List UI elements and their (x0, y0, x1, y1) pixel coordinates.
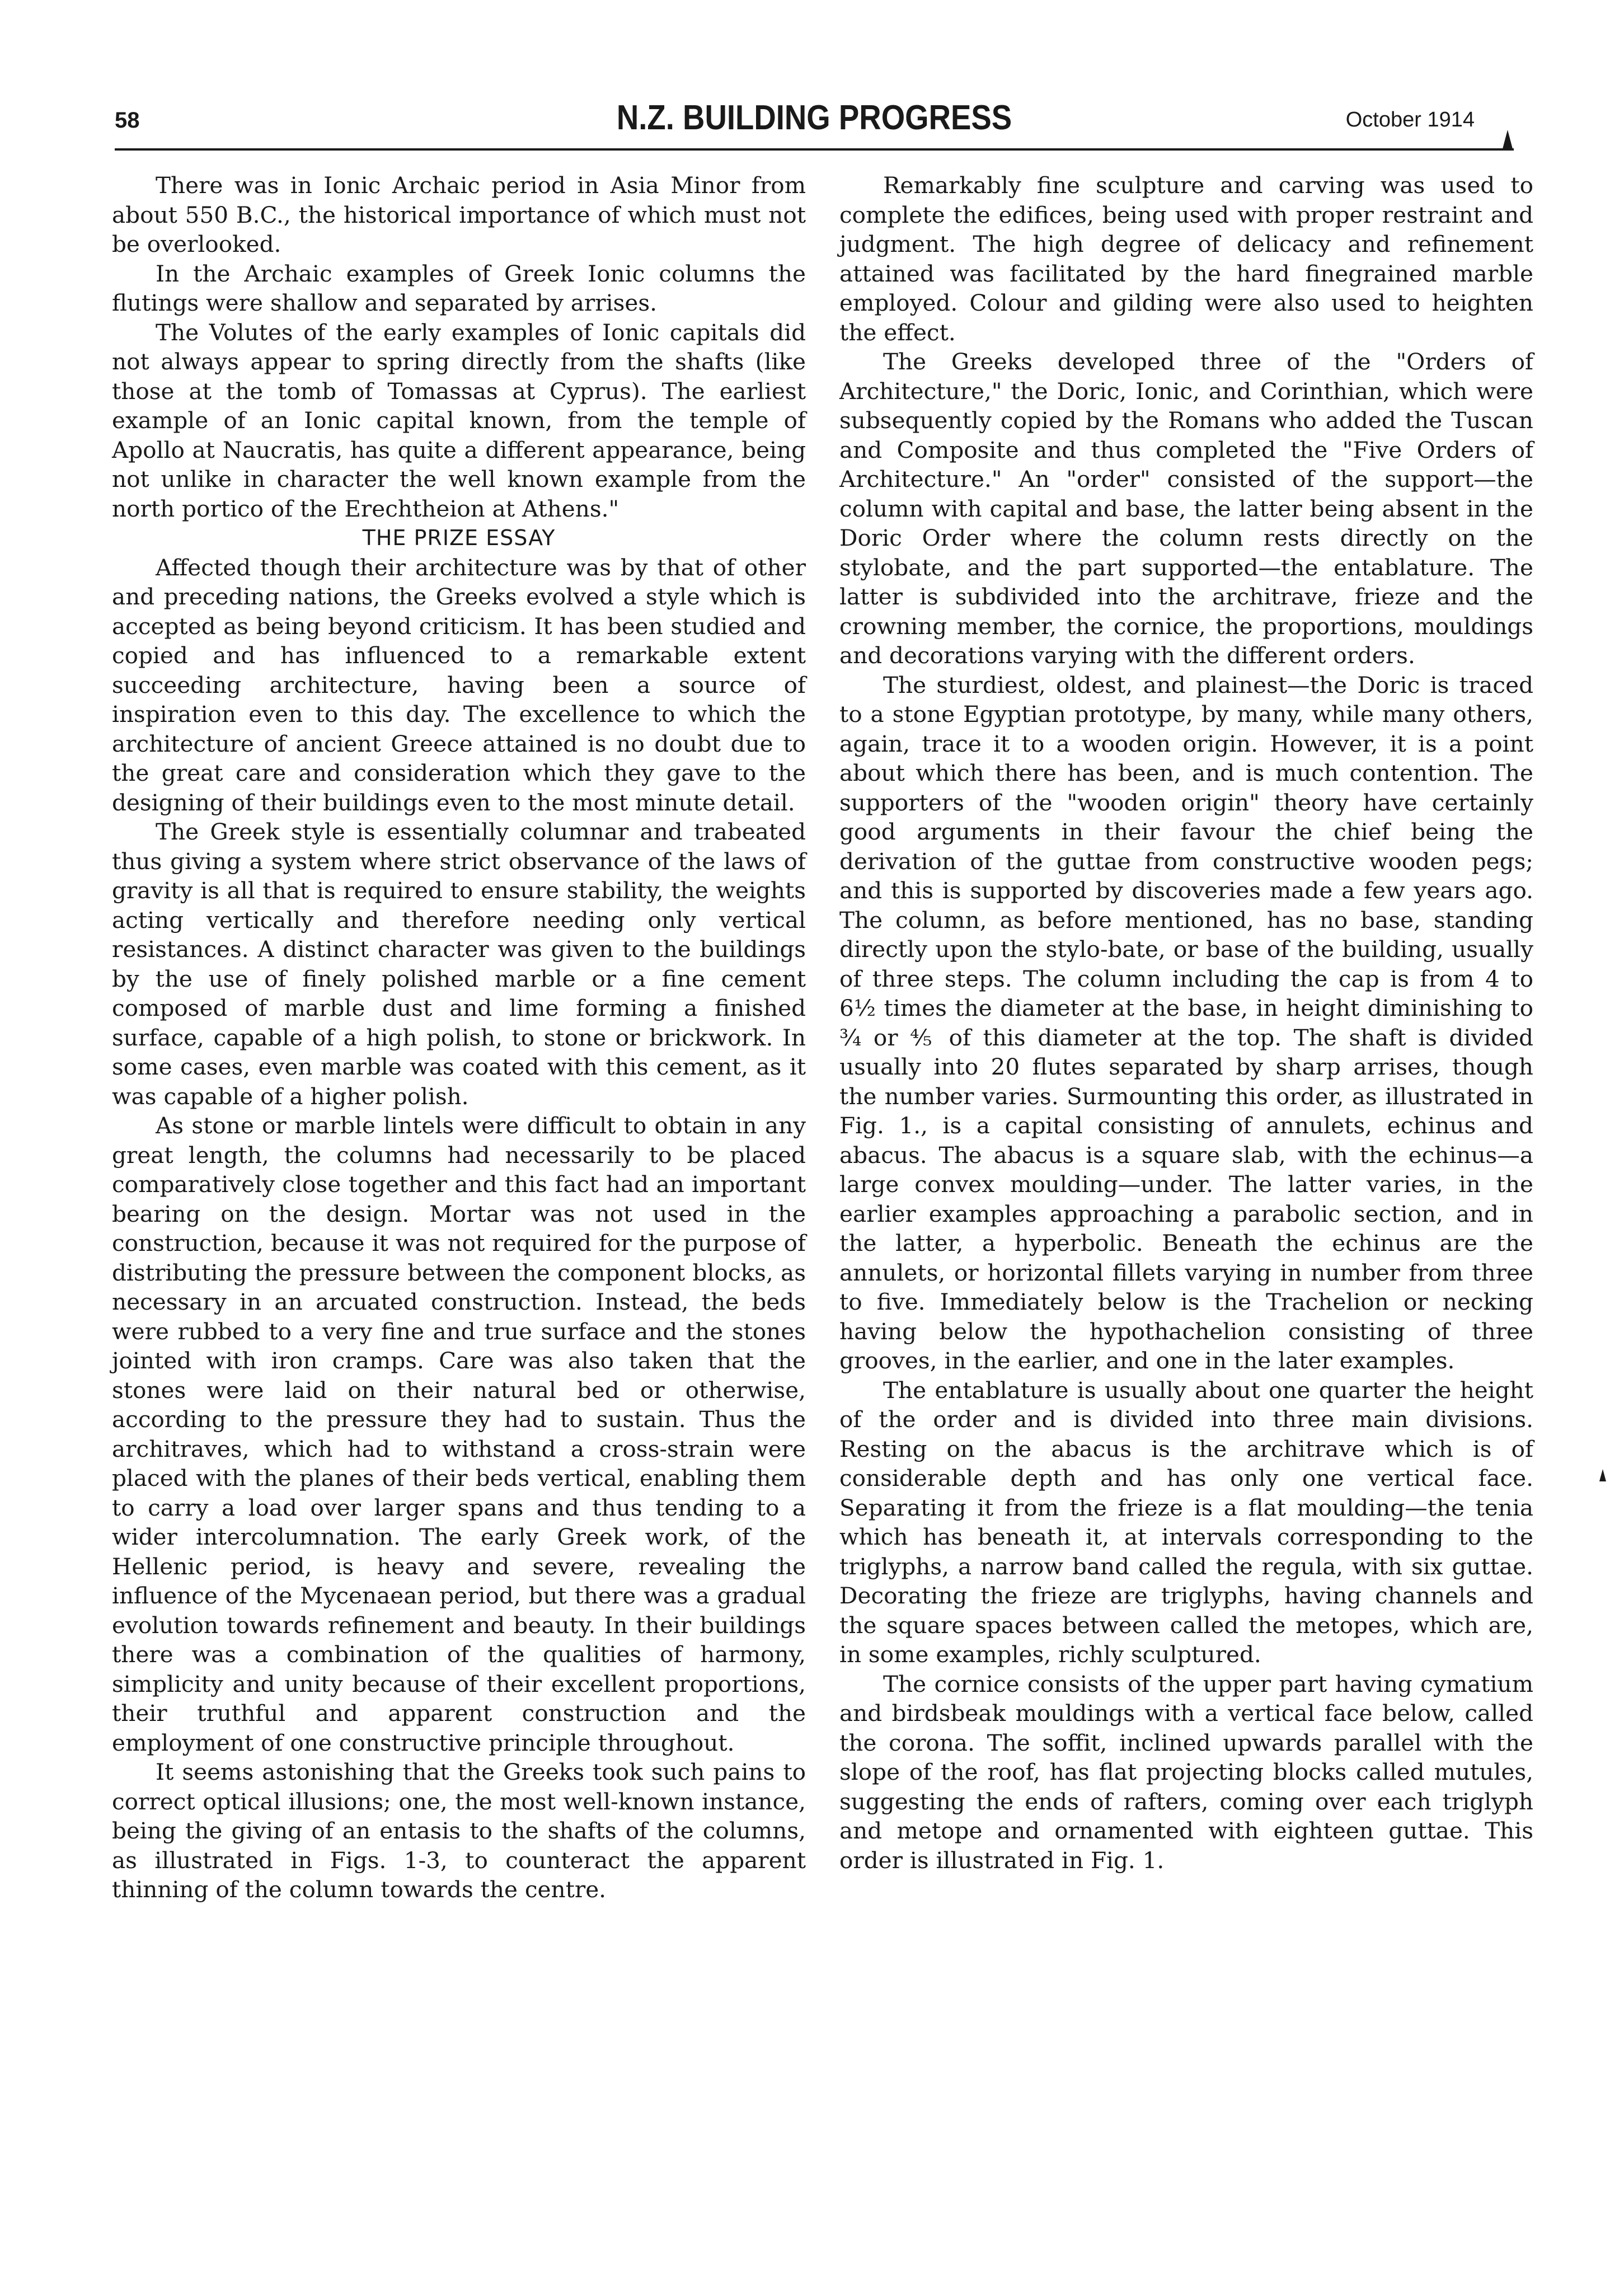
paragraph: It seems astonishing that the Greeks took such pains to correct optical illusions; one, the most well-known instance, being the giving of an entasis to the shafts of the columns, as illustrated in Figs. 1-3, to counteract the apparent thinning of the column towards the centre. (112, 1758, 806, 1903)
left-column (112, 171, 806, 1905)
page-header (115, 98, 1514, 151)
section-heading: THE PRIZE ESSAY (362, 526, 556, 550)
journal-title: N.Z. BUILDING PROGRESS (616, 98, 1012, 137)
issue-date: October 1914 (1345, 108, 1475, 132)
paragraph: Remarkably fine sculpture and carving was used to complete the edifices, being used with proper restraint and judgment. The high degree of delicacy and refinement attained was facilitated by the hard finegrained marble employed. Colour and gilding were also used to heighten the effect. (839, 172, 1533, 346)
margin-mark (1503, 130, 1513, 149)
paragraph: The Greek style is essentially columnar and trabeated thus giving a system where strict observance of the laws of gravity is all that is required to ensure stability, the weights acting vertically and therefore needing only vertical resistances. A distinct character was given to the buildings by the use of finely polished marble or a fine cement composed of marble dust and lime forming a finished surface, capable of a high polish, to stone or brickwork. In some cases, even marble was coated with this cement, as it was capable of a higher polish. (112, 818, 806, 1110)
paragraph: There was in Ionic Archaic period in Asia Minor from about 550 B.C., the historical importance of which must not be overlooked. (112, 172, 806, 257)
paragraph: The cornice consists of the upper part having cymatium and birdsbeak mouldings with a vertical face below, called the corona. The soffit, inclined upwards parallel with the slope of the roof, has flat projecting blocks called mutules, suggesting the ends of rafters, coming over each triglyph and metope and ornamented with eighteen guttae. This order is illustrated in Fig. 1. (839, 1670, 1533, 1874)
paragraph: The Volutes of the early examples of Ionic capitals did not always appear to spring directly from the shafts (like those at the tomb of Tomassas at Cyprus). The earliest example of an Ionic capital known, from the temple of Apollo at Naucratis, has quite a different appearance, being not unlike in character the well known example from the north portico of the Erechtheion at Athens." (112, 318, 806, 522)
paragraph: The entablature is usually about one quarter the height of the order and is divided into three main divisions. Resting on the abacus is the architrave which is of considerable depth and has only one vertical face. Separating it from the frieze is a flat moulding—the tenia which has beneath it, at intervals corresponding to the triglyphs, a narrow band called the regula, with six guttae. Decorating the frieze are triglyphs, having channels and the square spaces between called the metopes, which are, in some examples, richly sculptured. (839, 1376, 1533, 1668)
paragraph: The sturdiest, oldest, and plainest—the Doric is traced to a stone Egyptian prototype, by many, while many others, again, trace it to a wooden origin. However, it is a point about which there has been, and is much contention. The supporters of the "wooden origin" theory have certainly good arguments in their favour the chief being the derivation of the guttae from constructive wooden pegs; and this is supported by discoveries made a few years ago. The column, as before mentioned, has no base, standing directly upon the stylo-bate, or base of the building, usually of three steps. The column including the cap is from 4 to 6½ times the diameter at the base, in height diminishing to ¾ or ⅘ of this diameter at the top. The shaft is divided usually into 20 flutes separated by sharp arrises, though the number varies. Surmounting this order, as illustrated in Fig. 1., is a capital consisting of annulets, echinus and abacus. The abacus is a square slab, with the echinus—a large convex moulding—under. The latter varies, in the earlier examples approaching a parabolic section, and in the latter, a hyperbolic. Beneath the echinus are the annulets, or horizontal fillets varying in number from three to five. Immediately below is the Trachelion or necking having below the hypothachelion consisting of three grooves, in the earlier, and one in the later examples. (839, 671, 1533, 1374)
paragraph: The Greeks developed three of the "Orders of Architecture," the Doric, Ionic, and Corinthian, which were subsequently copied by the Romans who added the Tuscan and Composite and thus completed the "Five Orders of Architecture." An "order" consisted of the support—the column with capital and base, the latter being absent in the Doric Order where the column rests directly on the stylobate, and the part supported—the entablature. The latter is subdivided into the architrave, frieze and the crowning member, the cornice, the proportions, mouldings and decorations varying with the different orders. (839, 348, 1533, 669)
right-column (839, 171, 1533, 1875)
paragraph: Affected though their architecture was by that of other and preceding nations, the Greeks evolved a style which is accepted as being beyond criticism. It has been studied and copied and has influenced to a remarkable extent succeeding architecture, having been a source of inspiration even to this day. The excellence to which the architecture of ancient Greece attained is no doubt due to the great care and consideration which they gave to the designing of their buildings even to the most minute detail. (112, 554, 806, 816)
page-number: 58 (115, 108, 140, 133)
paragraph: As stone or marble lintels were difficult to obtain in any great length, the columns had necessarily to be placed comparatively close together and this fact had an important bearing on the design. Mortar was not used in the construction, because it was not required for the purpose of distributing the pressure between the component blocks, as necessary in an arcuated construction. Instead, the beds were rubbed to a very fine and true surface and the stones jointed with iron cramps. Care was also taken that the stones were laid on their natural bed or otherwise, according to the pressure they had to sustain. Thus the architraves, which had to withstand a cross-strain were placed with the planes of their beds vertical, enabling them to carry a load over larger spans and thus tending to a wider intercolumnation. The early Greek work, of the Hellenic period, is heavy and severe, revealing the influence of the Mycenaean period, but there was a gradual evolution towards refinement and beauty. In their buildings there was a combination of the qualities of harmony, simplicity and unity because of their excellent proportions, their truthful and apparent construction and the employment of one constructive principle throughout. (112, 1112, 806, 1756)
margin-mark (1599, 1469, 1606, 1481)
paragraph: In the Archaic examples of Greek Ionic columns the flutings were shallow and separated by arrises. (112, 260, 806, 316)
